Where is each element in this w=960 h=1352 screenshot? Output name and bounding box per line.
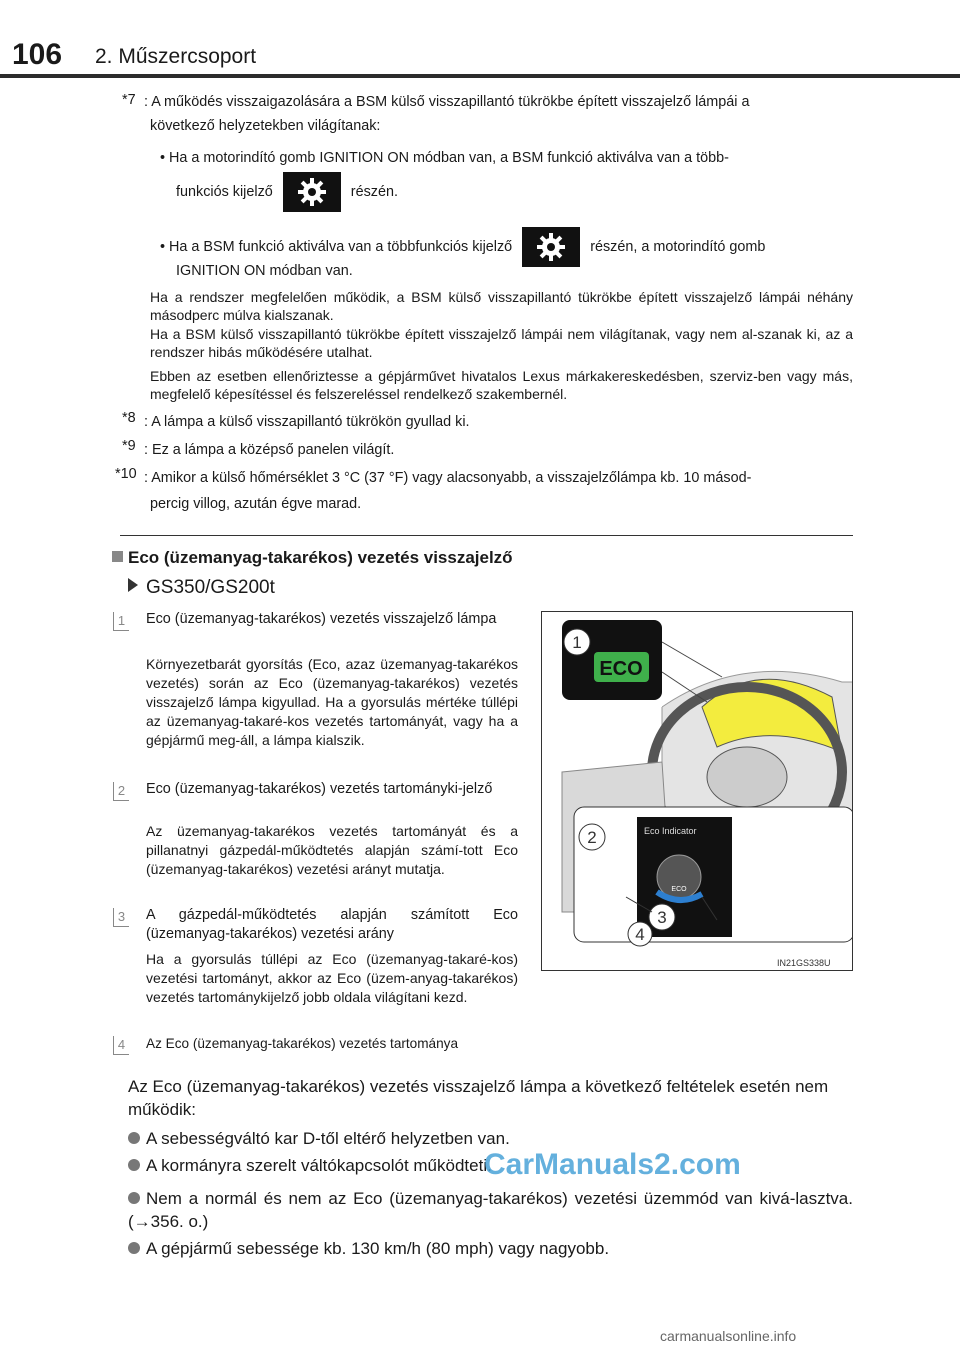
footnote-7-line2: következő helyzetekben világítanak: — [150, 118, 381, 134]
item-number-2: 2 — [113, 782, 129, 801]
square-bullet-icon — [112, 551, 123, 562]
bullet-1-text: A sebességváltó kar D-től eltérő helyzetben van. — [146, 1129, 510, 1148]
item-number-4: 4 — [113, 1036, 129, 1055]
bullet-2-text: A kormányra szerelt váltókapcsolót működteti. — [146, 1156, 492, 1175]
watermark-main: CarManuals2.com — [484, 1148, 741, 1181]
footnote-7-bullet1-b-pre: funkciós kijelző — [176, 183, 273, 200]
item-1-desc: Környezetbarát gyorsítás (Eco, azaz üzemanyag-takarékos vezetés) során az Eco (üzemanyag-takarékos) vezetés visszajelző lámpa kigyullad. Ha a gyorsulás mértéke túllépi az üzemanyag-takaré-kos vezetés tartományát, vagy ha a gépjármű meg-áll, a lámpa kialszik. — [146, 656, 518, 748]
section-divider — [120, 535, 853, 536]
screen-eco-label: ECO — [671, 886, 687, 893]
bullet-dot-icon — [128, 1132, 140, 1144]
settings-gear-icon-2 — [522, 227, 580, 267]
item-2-title: Eco (üzemanyag-takarékos) vezetés tartományki-jelző — [146, 781, 493, 797]
model-label — [128, 577, 275, 599]
item-2-desc: Az üzemanyag-takarékos vezetés tartományát és a pillanatnyi gázpedál-működtetés alapján számí-tott Eco (üzemanyag-takarékos) vezetési arányt mutatja. — [146, 823, 518, 877]
screen-title: Eco Indicator — [644, 826, 697, 836]
footnote-7-bullet1-b — [176, 172, 398, 212]
footnote-7-para1: Ha a rendszer megfelelően működik, a BSM külső visszapillantó tükrökbe épített visszajelző lámpái néhány másodperc múlva kialszanak. — [150, 289, 853, 323]
callout-4: 4 — [635, 925, 645, 944]
callout-3: 3 — [657, 908, 667, 927]
footnote-7-line1: : A működés visszaigazolására a BSM külső visszapillantó tükrökbe épített visszajelző lámpái a — [144, 94, 750, 110]
bullet-3 — [128, 1187, 853, 1233]
figure-code: IN21GS338U — [777, 958, 831, 968]
bullet-dot-icon — [128, 1242, 140, 1254]
footnote-7-bullet2-a-pre: • Ha a BSM funkció aktiválva van a többfunkciós kijelző — [160, 238, 513, 255]
header-rule — [0, 74, 960, 78]
footnote-7-bullet1-b-post: részén. — [350, 183, 398, 200]
settings-gear-icon — [283, 172, 341, 212]
item-3-desc: Ha a gyorsulás túllépi az Eco (üzemanyag-takaré-kos) vezetési tartományt, akkor az Eco (üzem-anyag-takarékos) vezetés tartománykijelző jobb oldala világítani kezd. — [146, 951, 518, 1005]
eco-lamp-label: ECO — [599, 658, 643, 680]
item-number-1: 1 — [113, 612, 129, 631]
bullet-dot-icon — [128, 1159, 140, 1171]
item-3-title: A gázpedál-működtetés alapján számított Eco (üzemanyag-takarékos) vezetési arány — [146, 907, 518, 942]
footnote-mark-9: *9 — [122, 438, 136, 454]
footnote-7-bullet2-a-post: részén, a motorindító gomb — [590, 238, 766, 255]
footnote-mark-7: *7 — [122, 92, 136, 108]
item-4-title: Az Eco (üzemanyag-takarékos) vezetés tartománya — [146, 1036, 459, 1051]
bullet-dot-icon — [128, 1192, 140, 1204]
section-title-text: Eco (üzemanyag-takarékos) vezetés visszajelző — [128, 548, 513, 567]
item-number-3: 3 — [113, 908, 129, 927]
watermark-footer: carmanualsonline.info — [660, 1328, 797, 1344]
bullet-4 — [128, 1237, 853, 1260]
footnote-8-text: : A lámpa a külső visszapillantó tükrökön gyullad ki. — [144, 414, 470, 430]
page-number: 106 — [12, 38, 63, 71]
footnote-7-bullet2-b: IGNITION ON módban van. — [176, 263, 353, 279]
footnote-7-para2: Ha a BSM külső visszapillantó tükrökbe épített visszajelző lámpái nem világítanak, vagy nem al-szanak ki, az a rendszer hibás működésére utalhat. — [150, 326, 853, 360]
bullet-4-text: A gépjármű sebessége kb. 130 km/h (80 mph) vagy nagyobb. — [146, 1239, 610, 1258]
callout-2: 2 — [587, 828, 597, 847]
bullet-3-text: Nem a normál és nem az Eco (üzemanyag-takarékos) vezetési üzemmód van kivá-lasztva. (→356. o.) — [128, 1189, 853, 1231]
condition-paragraph: Az Eco (üzemanyag-takarékos) vezetés visszajelző lámpa a következő feltételek esetén nem működik: — [128, 1077, 829, 1119]
bullet-1 — [128, 1127, 853, 1150]
callout-1: 1 — [572, 633, 582, 652]
chapter-title: 2. Műszercsoport — [95, 45, 257, 68]
footnote-7-para3: Ebben az esetben ellenőriztesse a gépjárművet hivatalos Lexus márkakereskedésben, szerviz-ben vagy más, megfelelő képesítéssel és felszereléssel rendelkező szakembernél. — [150, 368, 853, 402]
footnote-10-line2: percig villog, azután égve marad. — [150, 496, 362, 512]
dashboard-illustration — [542, 612, 853, 971]
footnote-7-bullet1-a: • Ha a motorindító gomb IGNITION ON módban van, a BSM funkció aktiválva van a több- — [160, 150, 729, 166]
footnote-9-text: : Ez a lámpa a középső panelen világít. — [144, 442, 395, 458]
footnote-mark-10: *10 — [115, 466, 137, 482]
footnote-mark-8: *8 — [122, 410, 136, 426]
footnote-10-line1: : Amikor a külső hőmérséklet 3 °C (37 °F) vagy alacsonyabb, a visszajelzőlámpa kb. 10 másod- — [144, 470, 752, 486]
section-title — [112, 548, 513, 568]
item-1-title: Eco (üzemanyag-takarékos) vezetés visszajelző lámpa — [146, 611, 497, 627]
model-label-text: GS350/GS200t — [146, 577, 275, 598]
triangle-arrow-icon — [128, 578, 138, 592]
dashboard-figure — [541, 611, 853, 971]
